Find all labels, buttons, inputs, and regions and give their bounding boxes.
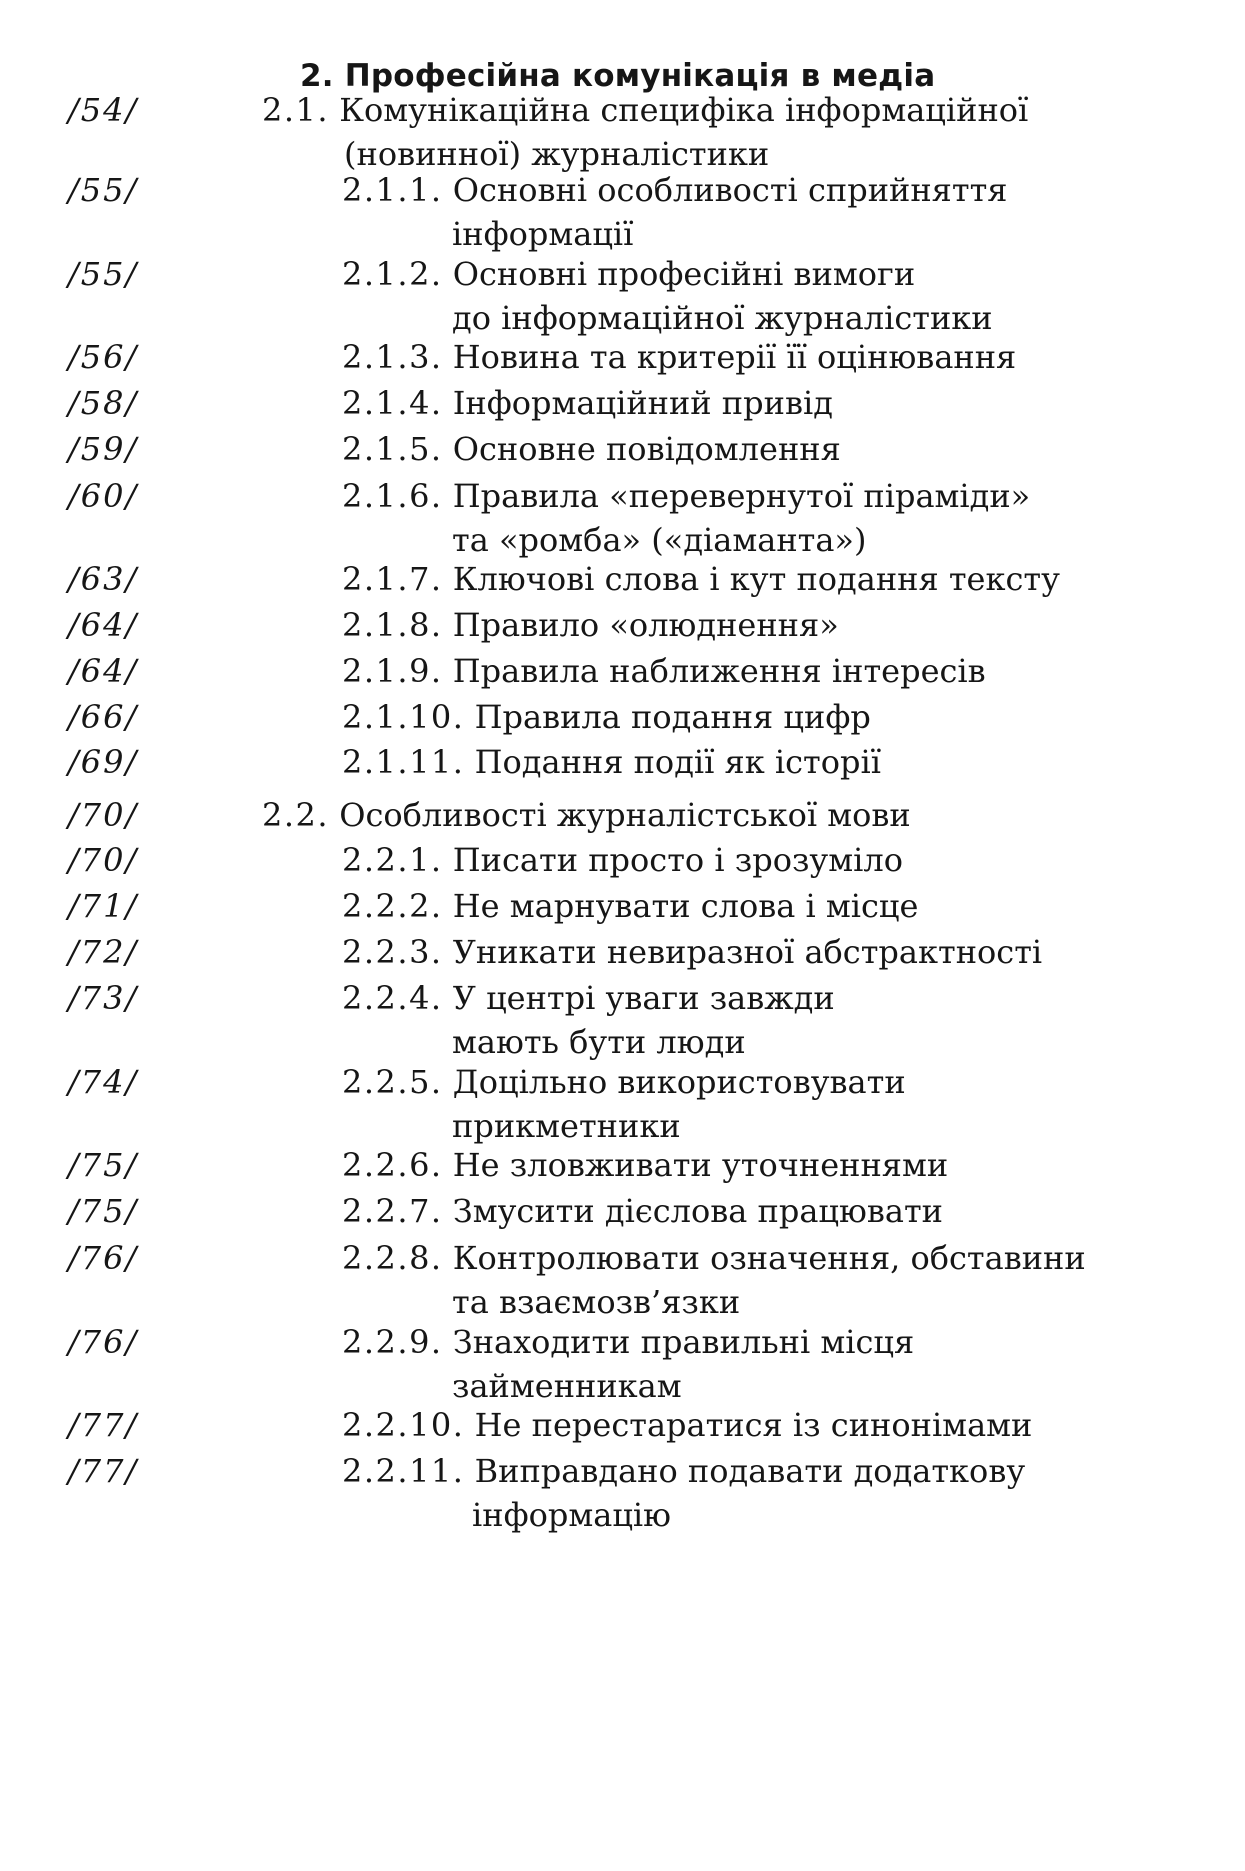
entry-number: 2.1.1.: [342, 171, 443, 209]
entry-title: [342, 474, 1030, 562]
entry-text: Виправдано подавати додаткову: [474, 1452, 1026, 1490]
page-ref: /70/: [68, 796, 139, 834]
entry-text: Новина та критерії її оцінювання: [452, 338, 1017, 376]
page-ref: /75/: [68, 1146, 139, 1184]
entry-title: [342, 976, 835, 1064]
entry-continuation: займенникам: [452, 1367, 682, 1405]
entry-title: [262, 88, 1028, 176]
entry-number: 2.2.1.: [342, 841, 443, 879]
entry-number: 2.2.10.: [342, 1406, 465, 1444]
entry-number: 2.1.: [262, 91, 330, 129]
page-ref: /72/: [68, 933, 139, 971]
page-ref: /59/: [68, 430, 139, 468]
page-ref: /64/: [68, 606, 139, 644]
entry-title: [342, 603, 839, 647]
entry-title: [342, 381, 833, 425]
entry-text: Не зловживати уточненнями: [452, 1146, 949, 1184]
entry-title: [342, 930, 1042, 974]
entry-title: [342, 695, 871, 739]
entry-number: 2.1.3.: [342, 338, 443, 376]
entry-title: [342, 335, 1016, 379]
page-ref: /77/: [68, 1406, 139, 1444]
page-ref: /60/: [68, 477, 139, 515]
entry-text: Правила подання цифр: [474, 698, 871, 736]
entry-text: Уникати невиразної абстрактності: [452, 933, 1043, 971]
entry-number: 2.1.2.: [342, 255, 443, 293]
page-ref: /70/: [68, 841, 139, 879]
entry-text: Подання події як історії: [474, 743, 881, 781]
entry-text: Змусити дієслова працювати: [452, 1192, 943, 1230]
page-ref: /55/: [68, 255, 139, 293]
page-ref: /56/: [68, 338, 139, 376]
page-ref: /75/: [68, 1192, 139, 1230]
entry-title: [342, 1143, 948, 1187]
entry-text: Основні професійні вимоги: [452, 255, 916, 293]
entry-number: 2.1.6.: [342, 477, 443, 515]
entry-title: [342, 884, 918, 928]
entry-number: 2.1.11.: [342, 743, 465, 781]
entry-text: Писати просто і зрозуміло: [452, 841, 903, 879]
entry-number: 2.1.8.: [342, 606, 443, 644]
page-ref: /63/: [68, 560, 139, 598]
entry-title: [342, 649, 986, 693]
page-ref: /71/: [68, 887, 139, 925]
entry-text: Доцільно використовувати: [452, 1063, 906, 1101]
entry-number: 2.2.11.: [342, 1452, 465, 1490]
entry-number: 2.2.8.: [342, 1239, 443, 1277]
entry-title: [342, 168, 1007, 256]
entry-text: Основні особливості сприйняття: [452, 171, 1008, 209]
entry-continuation: та взаємозв’язки: [452, 1283, 741, 1321]
entry-continuation: інформацію: [472, 1496, 671, 1534]
entry-title: [342, 1236, 1086, 1324]
entry-number: 2.1.9.: [342, 652, 443, 690]
entry-continuation: до інформаційної журналістики: [452, 299, 993, 337]
section-title: 2. Професійна комунікація в медіа: [300, 58, 936, 94]
entry-number: 2.1.7.: [342, 560, 443, 598]
entry-title: [342, 1449, 1025, 1537]
entry-text: Не марнувати слова і місце: [452, 887, 919, 925]
entry-title: [342, 557, 1060, 601]
entry-continuation: та «ромба» («діаманта»): [452, 521, 867, 559]
entry-continuation: прикметники: [452, 1107, 681, 1145]
entry-title: [262, 793, 911, 837]
page-ref: /69/: [68, 743, 139, 781]
page-ref: /76/: [68, 1323, 139, 1361]
entry-title: [342, 427, 841, 471]
page-ref: /58/: [68, 384, 139, 422]
entry-text: Знаходити правильні місця: [452, 1323, 915, 1361]
page-ref: /73/: [68, 979, 139, 1017]
entry-number: 2.2.9.: [342, 1323, 443, 1361]
entry-continuation: (новинної) журналістики: [344, 135, 770, 173]
entry-number: 2.2.4.: [342, 979, 443, 1017]
page-ref: /77/: [68, 1452, 139, 1490]
entry-title: [342, 838, 903, 882]
page-ref: /76/: [68, 1239, 139, 1277]
entry-text: Ключові слова і кут подання тексту: [452, 560, 1060, 598]
entry-text: Інформаційний привід: [452, 384, 833, 422]
entry-text: Комунікаційна специфіка інформаційної: [339, 91, 1029, 129]
entry-number: 2.2.6.: [342, 1146, 443, 1184]
entry-number: 2.2.3.: [342, 933, 443, 971]
entry-text: Контролювати означення, обставини: [452, 1239, 1086, 1277]
entry-text: Правила наближення інтересів: [452, 652, 986, 690]
entry-number: 2.1.10.: [342, 698, 465, 736]
entry-continuation: інформації: [452, 215, 634, 253]
entry-text: У центрі уваги завжди: [452, 979, 835, 1017]
entry-text: Не перестаратися із синонімами: [474, 1406, 1033, 1444]
entry-number: 2.2.2.: [342, 887, 443, 925]
entry-title: [342, 740, 881, 784]
entry-number: 2.1.5.: [342, 430, 443, 468]
entry-number: 2.2.: [262, 796, 330, 834]
entry-number: 2.2.5.: [342, 1063, 443, 1101]
entry-title: [342, 1320, 914, 1408]
entry-title: [342, 1060, 906, 1148]
page-ref: /54/: [68, 91, 139, 129]
entry-title: [342, 1403, 1032, 1447]
entry-title: [342, 1189, 943, 1233]
entry-text: Основне повідомлення: [452, 430, 841, 468]
page-ref: /74/: [68, 1063, 139, 1101]
page-ref: /64/: [68, 652, 139, 690]
entry-continuation: мають бути люди: [452, 1023, 746, 1061]
entry-title: [342, 252, 993, 340]
entry-text: Правило «олюднення»: [452, 606, 839, 644]
entry-number: 2.2.7.: [342, 1192, 443, 1230]
entry-text: Правила «перевернутої піраміди»: [452, 477, 1031, 515]
entry-number: 2.1.4.: [342, 384, 443, 422]
page-ref: /55/: [68, 171, 139, 209]
page-ref: /66/: [68, 698, 139, 736]
entry-text: Особливості журналістської мови: [339, 796, 911, 834]
